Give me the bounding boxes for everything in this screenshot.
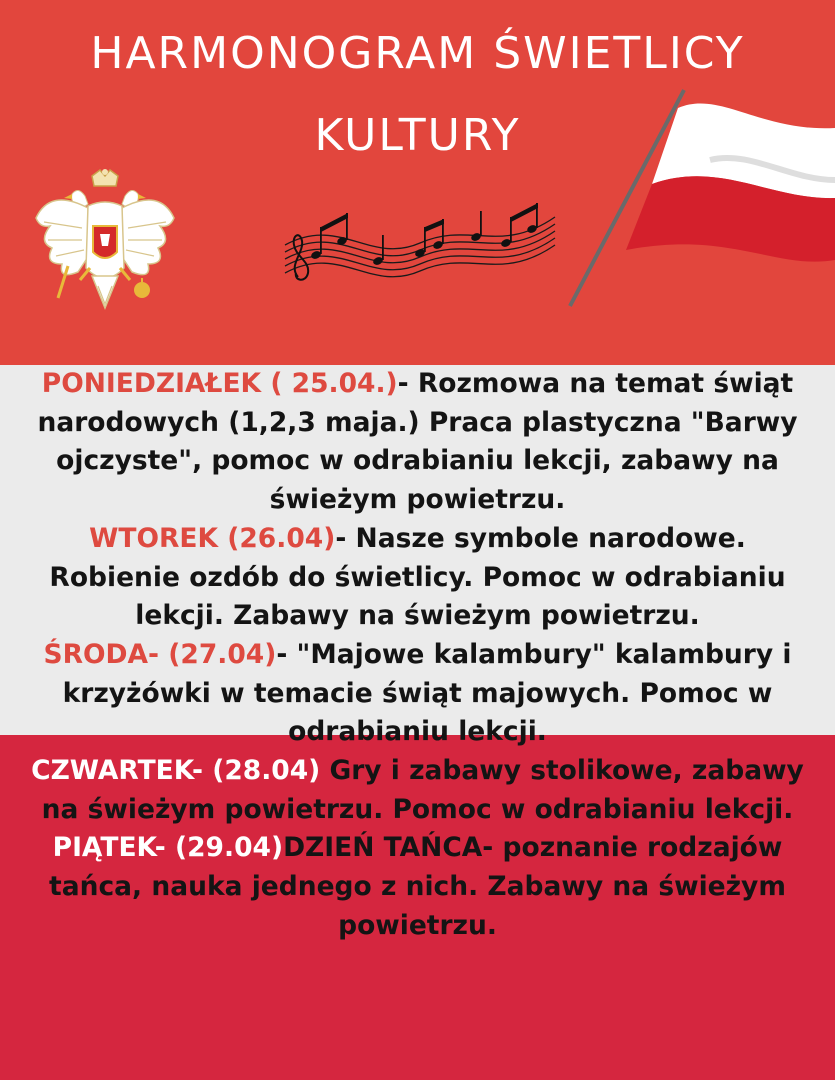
monday-text-line3: ojczyste", pomoc w odrabianiu lekcji, zabawy na (56, 445, 779, 477)
title-line-2: KULTURY (314, 110, 521, 161)
day-label-friday: PIĄTEK- (29.04) (52, 832, 284, 864)
tuesday-text-line1: - Nasze symbole narodowe. (335, 522, 746, 554)
music-notes-icon (280, 195, 560, 295)
wednesday-text-line2: krzyżówki w temacie świąt majowych. Pomoc w (62, 677, 773, 709)
polish-flag-icon (560, 80, 835, 320)
wednesday-text-line3: odrabianiu lekcji. (288, 716, 547, 748)
monday-text-line2: narodowych (1,2,3 maja.) Praca plastyczna "Barwy (37, 406, 798, 438)
monday-text-line4: świeżym powietrzu. (269, 484, 566, 516)
schedule-list (0, 365, 835, 946)
tuesday-text-line3: lekcji. Zabawy na świeżym powietrzu. (135, 600, 700, 632)
thursday-text-line1: Gry i zabawy stolikowe, zabawy (320, 755, 804, 787)
friday-text-line2: tańca, nauka jednego z nich. Zabawy na świeżym (49, 871, 786, 903)
friday-text-line1: DZIEŃ TAŃCA- poznanie rodzajów (283, 832, 783, 864)
schedule-entry-tuesday (0, 520, 835, 636)
tuesday-text-line2: Robienie ozdób do świetlicy. Pomoc w odrabianiu (49, 561, 786, 593)
title-line-1: HARMONOGRAM ŚWIETLICY (90, 28, 745, 79)
schedule-entry-friday (0, 829, 835, 945)
schedule-entry-monday (0, 365, 835, 520)
day-label-thursday: CZWARTEK- (28.04) (31, 755, 321, 787)
schedule-entry-thursday (0, 752, 835, 829)
coat-of-arms-icon (30, 168, 180, 328)
wednesday-text-line1: - "Majowe kalambury" kalambury i (276, 638, 792, 670)
schedule-entry-wednesday (0, 636, 835, 752)
thursday-text-line2: na świeżym powietrzu. Pomoc w odrabianiu lekcji. (41, 793, 794, 825)
day-label-wednesday: ŚRODA- (27.04) (43, 638, 277, 670)
day-label-tuesday: WTOREK (26.04) (89, 522, 336, 554)
day-label-monday: PONIEDZIAŁEK ( 25.04.) (41, 368, 398, 399)
friday-text-line3: powietrzu. (338, 909, 497, 941)
monday-text-line1: - Rozmowa na temat świąt (397, 368, 794, 399)
